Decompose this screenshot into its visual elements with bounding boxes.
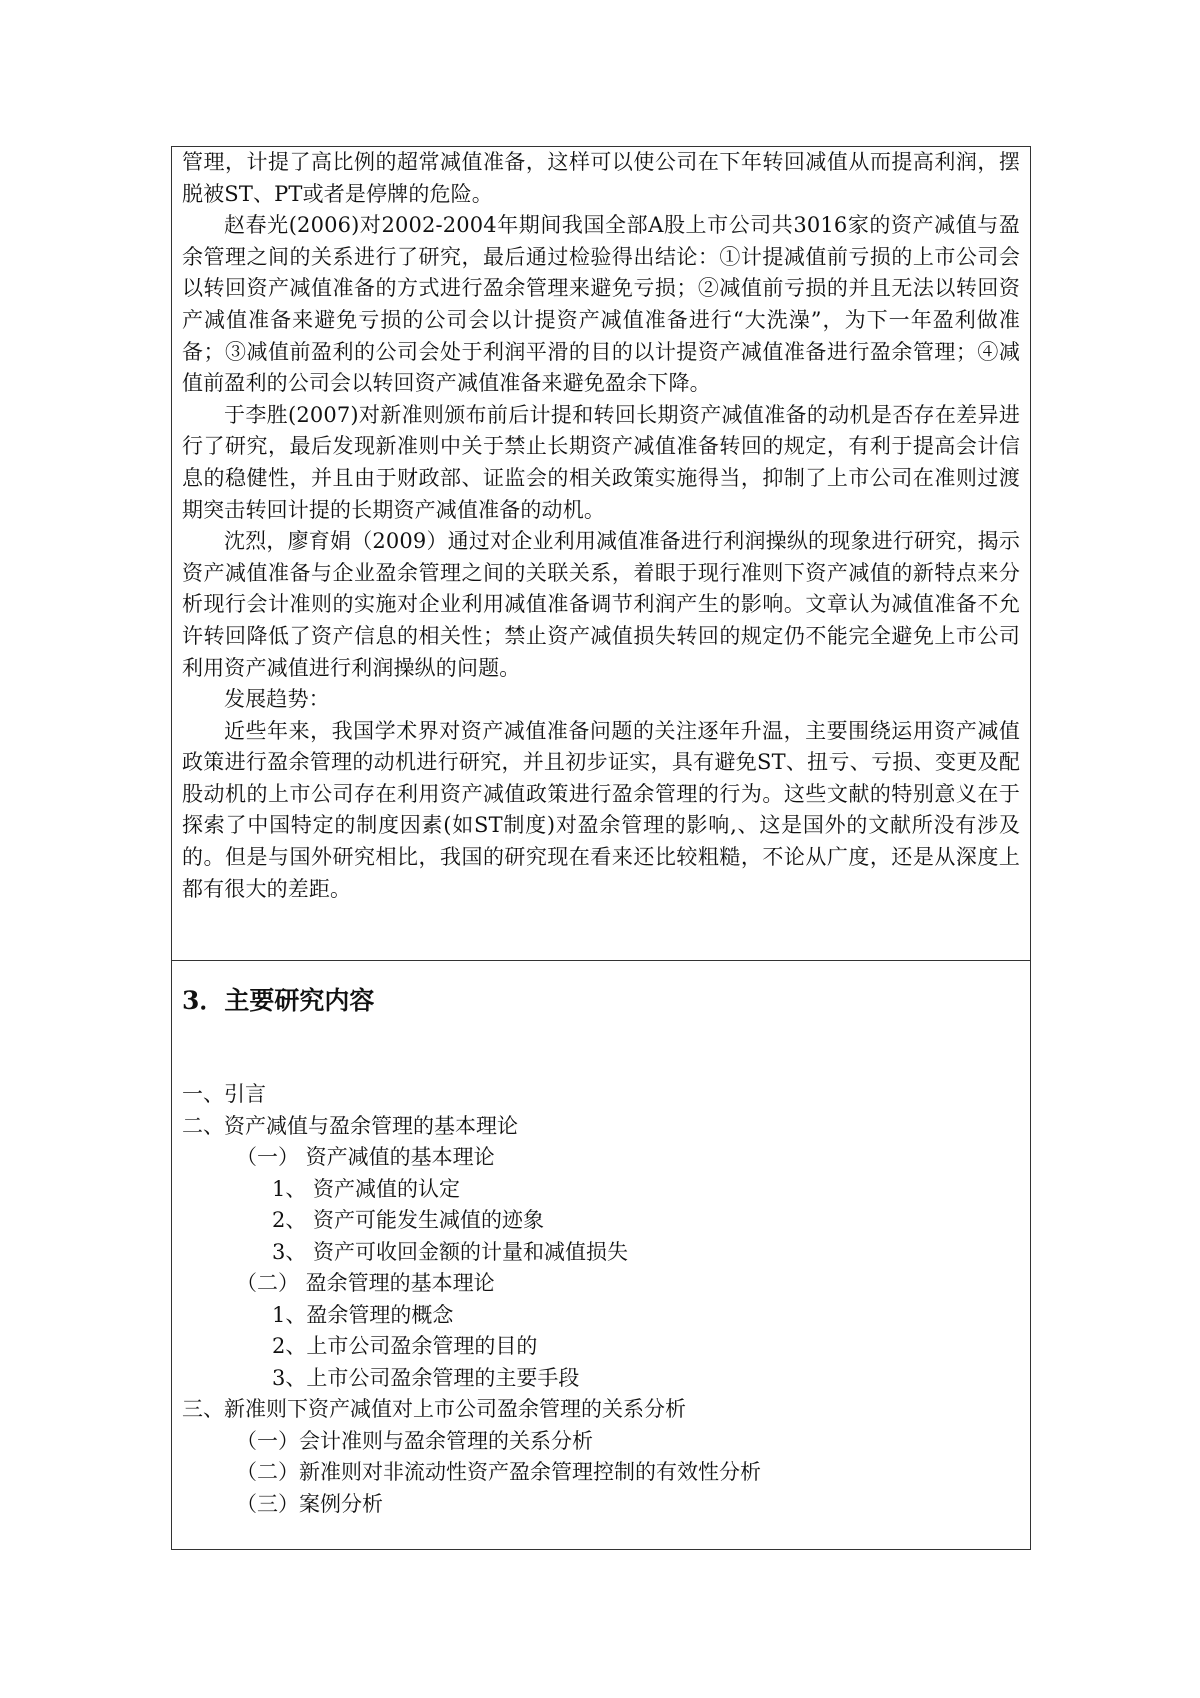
outline-item: （三）案例分析: [236, 1491, 383, 1516]
report-form-table: [171, 146, 1031, 1550]
body-paragraph: 赵春光(2006)对2002-2004年期间我国全部A股上市公司共3016家的资产减值与盈余管理之间的关系进行了研究，最后通过检验得出结论：①计提减值前亏损的上市公司会以转回资产减值准备的方式进行盈余管理来避免亏损；②减值前亏损的并且无法以转回资产减值准备来避免亏损的公司会以计提资产减值准备进行“大洗澡”，为下一年盈利做准备；③减值前盈利的公司会处于利润平滑的目的以计提资产减值准备进行盈余管理；④减值前盈利的公司会以转回资产减值准备来避免盈余下降。: [182, 213, 1020, 396]
research-outline: [182, 1079, 1020, 1520]
research-content-cell: [172, 961, 1030, 1549]
body-paragraph: 近些年来，我国学术界对资产减值准备问题的关注逐年升温，主要围绕运用资产减值政策进行盈余管理的动机进行研究，并且初步证实，具有避免ST、扭亏、亏损、变更及配股动机的上市公司存在利用资产减值政策进行盈余管理的行为。这些文献的特别意义在于探索了中国特定的制度因素(如ST制度)对盈余管理的影响,、这是国外的文献所没有涉及的。但是与国外研究相比，我国的研究现在看来还比较粗糙，不论从广度，还是从深度上都有很大的差距。: [182, 718, 1020, 901]
outline-item: 3、上市公司盈余管理的主要手段: [272, 1365, 580, 1390]
outline-item: 1、 资产减值的认定: [272, 1176, 461, 1201]
outline-item: （一） 资产减值的基本理论: [236, 1145, 495, 1169]
outline-item: 3、 资产可收回金额的计量和减值损失: [272, 1239, 629, 1264]
outline-item: 一、引言: [182, 1082, 266, 1106]
body-paragraph: 管理，计提了高比例的超常减值准备，这样可以使公司在下年转回减值从而提高利润，摆脱被ST、PT或者是停牌的危险。: [182, 150, 1020, 206]
outline-item: 2、 资产可能发生减值的迹象: [272, 1208, 545, 1232]
outline-item: （二） 盈余管理的基本理论: [236, 1271, 495, 1295]
outline-item: 1、盈余管理的概念: [272, 1302, 454, 1327]
section-heading: 3．主要研究内容: [182, 986, 375, 1015]
outline-item: 二、资产减值与盈余管理的基本理论: [182, 1113, 518, 1138]
body-paragraph: 沈烈，廖育娟（2009）通过对企业利用减值准备进行利润操纵的现象进行研究，揭示资产减值准备与企业盈余管理之间的关联关系，着眼于现行准则下资产减值的新特点来分析现行会计准则的实施对企业利用减值准备调节利润产生的影响。文章认为减值准备不允许转回降低了资产信息的相关性；禁止资产减值损失转回的规定仍不能完全避免上市公司利用资产减值进行利润操纵的问题。: [182, 529, 1020, 680]
body-paragraph: 发展趋势：: [224, 687, 330, 712]
body-paragraph: 于李胜(2007)对新准则颁布前后计提和转回长期资产减值准备的动机是否存在差异进行了研究，最后发现新准则中关于禁止长期资产减值准备转回的规定，有利于提高会计信息的稳健性，并且由于财政部、证监会的相关政策实施得当，抑制了上市公司在准则过渡期突击转回计提的长期资产减值准备的动机。: [182, 402, 1020, 522]
outline-item: （一）会计准则与盈余管理的关系分析: [236, 1428, 593, 1453]
literature-review-cell: [172, 147, 1030, 961]
outline-item: （二）新准则对非流动性资产盈余管理控制的有效性分析: [236, 1460, 761, 1484]
outline-item: 2、上市公司盈余管理的目的: [272, 1334, 538, 1358]
outline-item: 三、新准则下资产减值对上市公司盈余管理的关系分析: [182, 1397, 686, 1421]
